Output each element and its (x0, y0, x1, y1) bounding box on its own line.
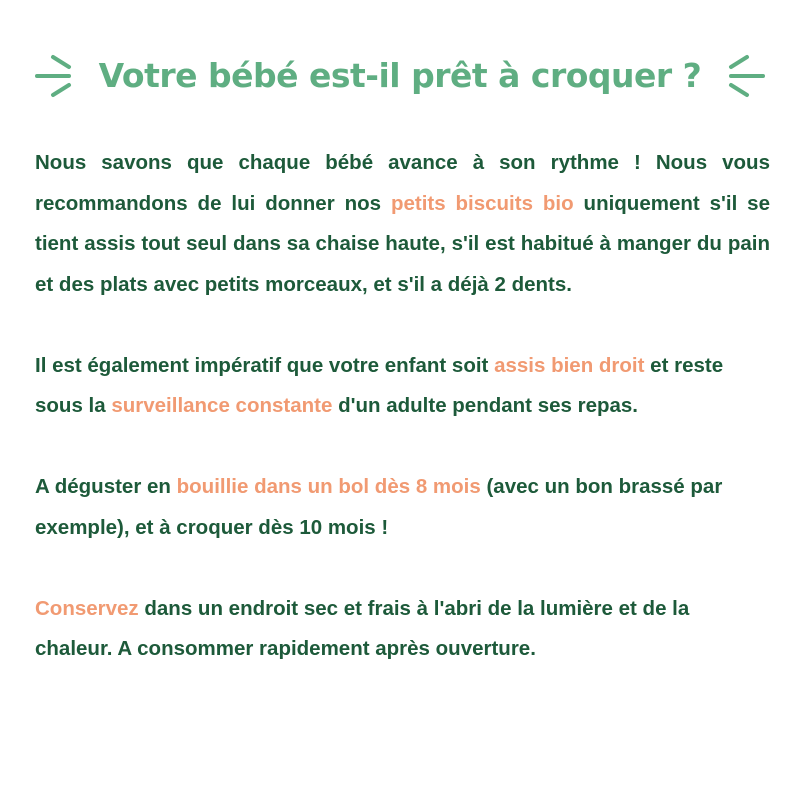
highlight-assis-bien-droit: assis bien droit (494, 353, 645, 377)
paragraph-text: uniquement s'il se tient assis tout seul dans sa chaise haute, s'il est habitué à manger du pain et des plats avec petits morceaux, et s'il a déjà 2 dents. (35, 191, 770, 296)
paragraph-text: A déguster en (35, 475, 177, 498)
page-title: Votre bébé est-il prêt à croquer ? (98, 55, 702, 95)
paragraph-storage (35, 589, 770, 670)
paragraph-text: d'un adulte pendant ses repas. (332, 394, 638, 417)
highlight-petits-biscuits-bio: petits biscuits bio (390, 191, 574, 215)
highlight-conservez: Conservez (35, 596, 139, 620)
paragraph-text: et reste sous la (35, 353, 724, 417)
left-sparkle-lines-icon (31, 45, 77, 105)
paragraph-text: Nous savons que chaque bébé avance à son rythme ! Nous vous recommandons de lui donner nos (35, 151, 770, 215)
highlight-surveillance-constante: surveillance constante (111, 394, 333, 417)
paragraph-text: dans un endroit sec et frais à l'abri de la lumière et de la chaleur. A consommer rapidement après ouverture. (35, 596, 690, 660)
header (0, 40, 800, 110)
paragraph-safety (35, 346, 770, 427)
paragraph-text: Il est également impératif que votre enfant soit (35, 353, 495, 377)
paragraph-readiness (35, 143, 770, 305)
content (35, 143, 770, 710)
highlight-bouillie: bouillie dans un bol dès 8 mois (176, 475, 481, 498)
paragraph-serving (35, 467, 770, 548)
paragraph-text: (avec un bon brassé par exemple), et à croquer dès 10 mois ! (35, 475, 723, 539)
right-sparkle-lines-icon (723, 45, 769, 105)
